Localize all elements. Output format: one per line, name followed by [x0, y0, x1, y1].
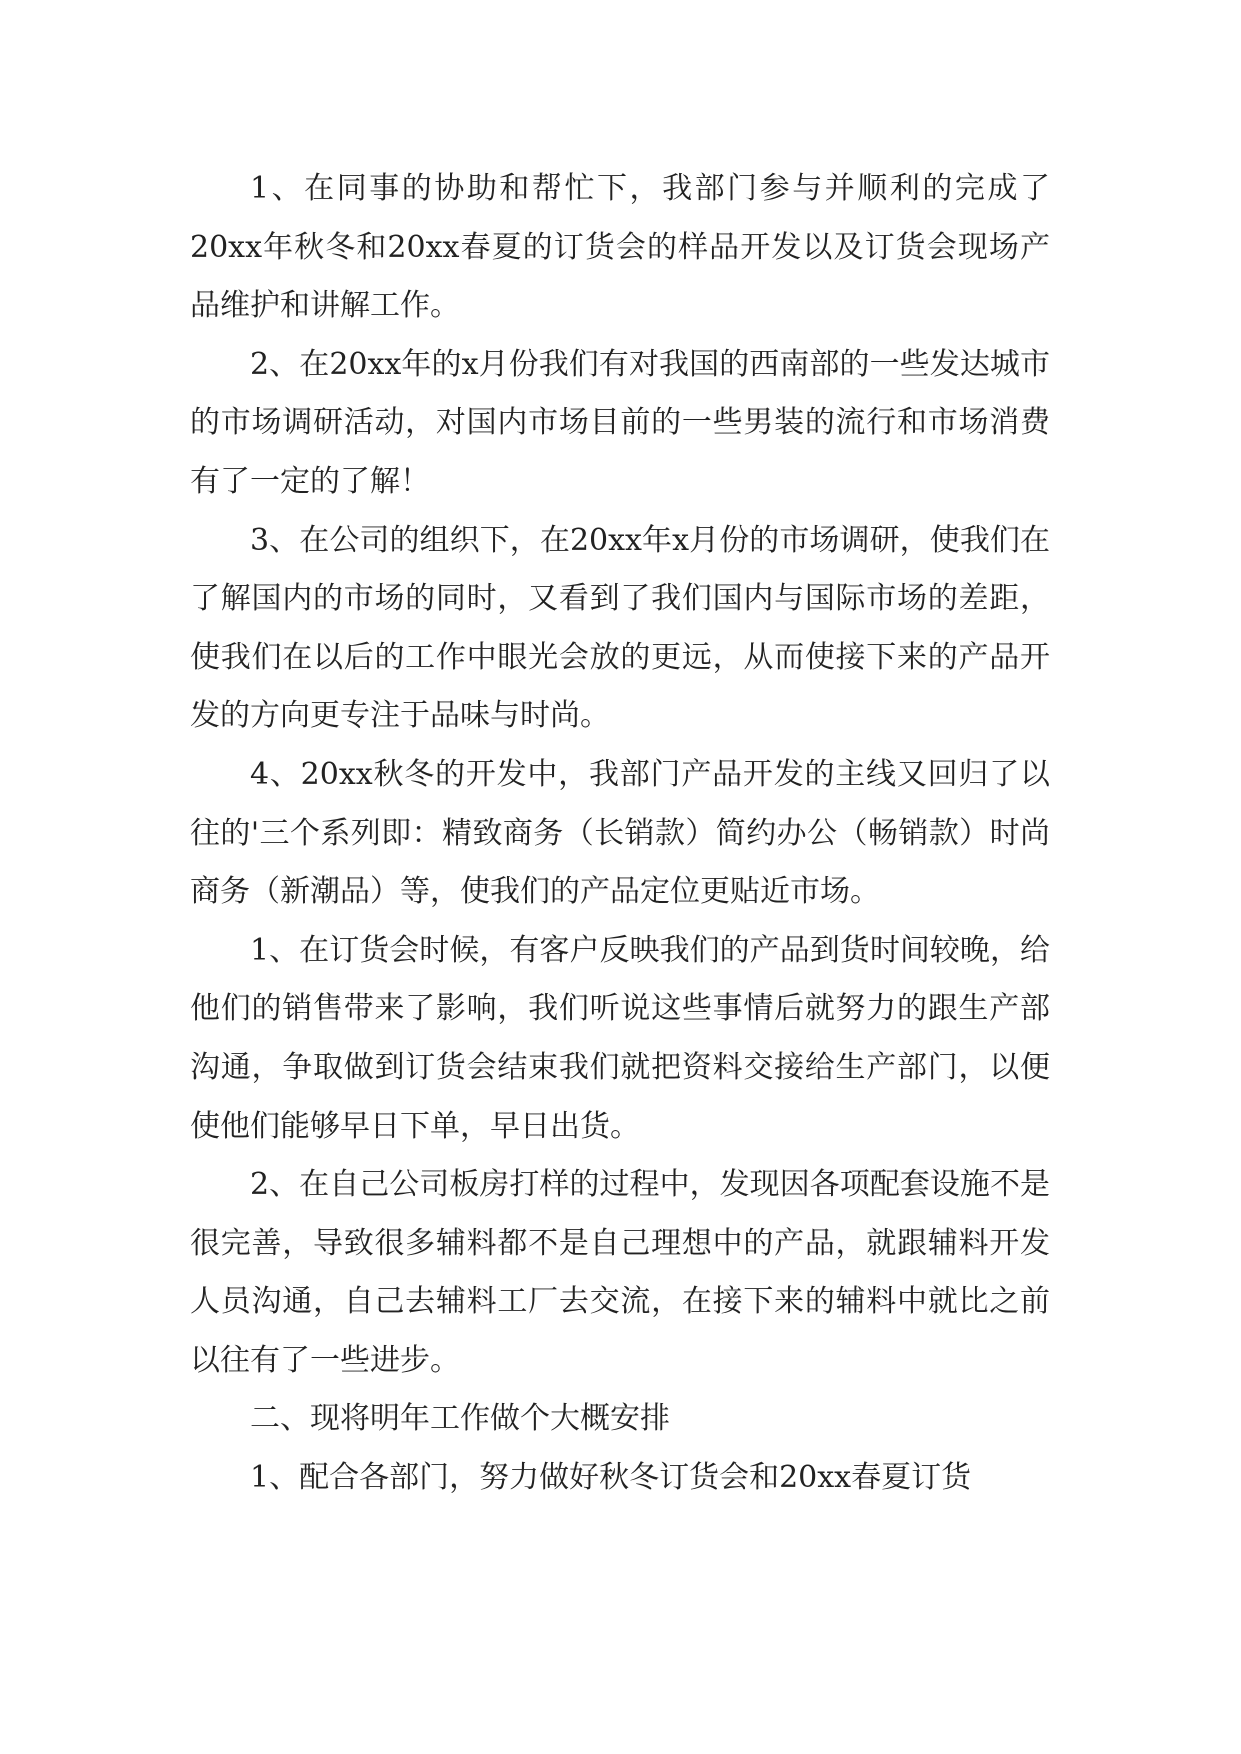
document-body: [190, 160, 1050, 1508]
paragraph: 4、20xx秋冬的开发中，我部门产品开发的主线又回归了以往的'三个系列即：精致商务（长销款）简约办公（畅销款）时尚商务（新潮品）等，使我们的产品定位更贴近市场。: [190, 756, 1050, 910]
paragraph: 1、在订货会时候，有客户反映我们的产品到货时间较晚，给他们的销售带来了影响，我们听说这些事情后就努力的跟生产部沟通，争取做到订货会结束我们就把资料交接给生产部门，以便使他们能够早日下单，早日出货。: [190, 932, 1050, 1144]
section-heading: 二、现将明年工作做个大概安排: [250, 1401, 670, 1437]
paragraph: 2、在20xx年的x月份我们有对我国的西南部的一些发达城市的市场调研活动，对国内市场目前的一些男装的流行和市场消费有了一定的了解！: [190, 346, 1050, 499]
paragraph: 3、在公司的组织下，在20xx年x月份的市场调研，使我们在了解国内的市场的同时，又看到了我们国内与国际市场的差距，使我们在以后的工作中眼光会放的更远，从而使接下来的产品开发的方向更专注于品味与时尚。: [190, 522, 1050, 734]
paragraph: 2、在自己公司板房打样的过程中，发现因各项配套设施不是很完善，导致很多辅料都不是自己理想中的产品，就跟辅料开发人员沟通，自己去辅料工厂去交流，在接下来的辅料中就比之前以往有了一些进步。: [190, 1167, 1050, 1378]
paragraph: 1、配合各部门，努力做好秋冬订货会和20xx春夏订货: [250, 1460, 972, 1496]
paragraph: 1、在同事的协助和帮忙下，我部门参与并顺利的完成了20xx年秋冬和20xx春夏的订货会的样品开发以及订货会现场产品维护和讲解工作。: [190, 171, 1050, 324]
